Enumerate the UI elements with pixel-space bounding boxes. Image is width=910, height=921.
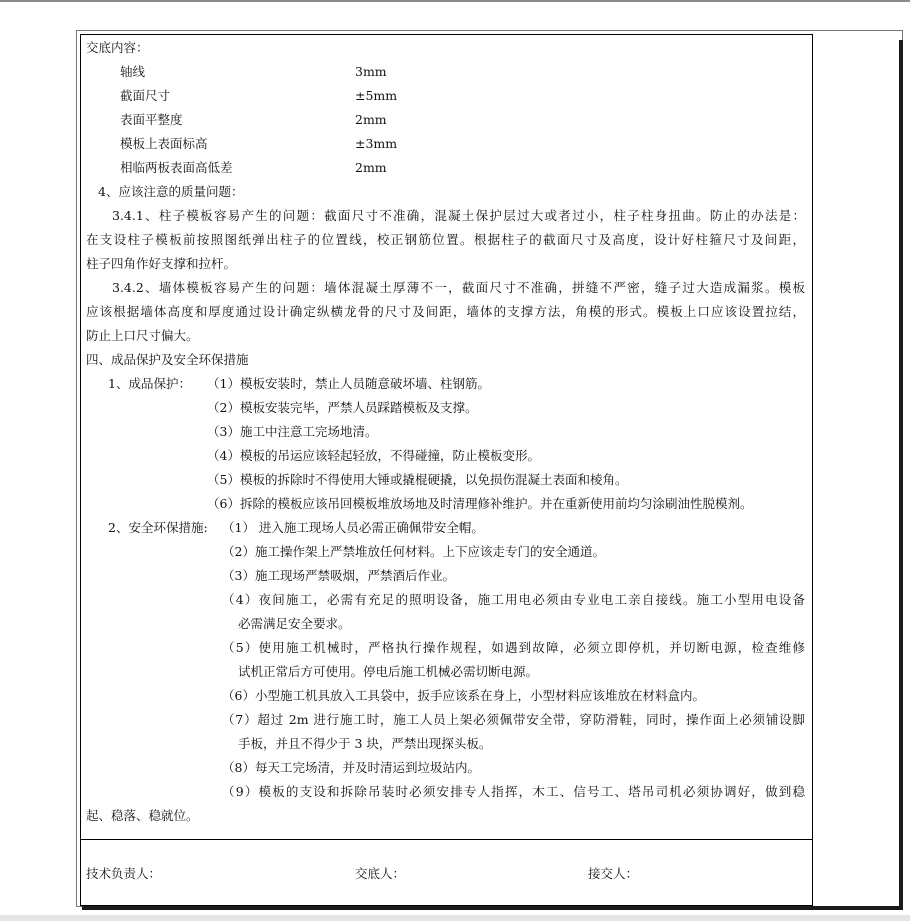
tolerance-value: 2mm [355,160,387,175]
paragraph-line: 柱子四角作好支撑和拉杆。 [86,256,237,271]
technical-lead-label: 技术负责人： [86,866,162,881]
tolerance-name: 模板上表面标高 [120,136,208,151]
tolerance-name: 表面平整度 [120,112,183,127]
safety-item-continued: 起、稳落、稳就位。 [86,808,199,823]
protection-item: （5）模板的拆除时不得使用大锤或撬棍硬撬，以免损伤混凝土表面和棱角。 [207,472,628,487]
protection-item: （4）模板的吊运应该轻起轻放，不得碰撞，防止模板变形。 [207,448,540,463]
safety-item: （3）施工现场严禁吸烟，严禁酒后作业。 [222,568,455,583]
paragraph-line: 防止上口尺寸偏大。 [86,328,199,343]
safety-item: （1） 进入施工现场人员必需正确佩带安全帽。 [222,520,484,535]
page-shadow-bottom [82,906,903,910]
protection-item: （3）施工中注意工完场地清。 [207,424,378,439]
protection-item: （6）拆除的模板应该吊回模板堆放场地及时清理修补维护。并在重新使用前均匀涂刷油性脱模剂。 [207,496,753,511]
protection-label: 1、成品保护： [108,376,191,391]
tolerance-value: ±5mm [355,88,398,103]
safety-item: （5）使用施工机械时，严格执行操作规程，如遇到故障，必须立即停机，并切断电源，检查维修 [222,640,805,655]
quality-heading: 4、应该注意的质量问题： [98,184,244,199]
protection-item: （1）模板安装时，禁止人员随意破坏墙、柱钢筋。 [207,376,490,391]
safety-item: （2）施工操作架上严禁堆放任何材料。上下应该走专门的安全通道。 [222,544,605,559]
safety-item: （9）模板的支设和拆除吊装时必须安排专人指挥，木工、信号工、塔吊司机必须协调好，做到稳 [222,784,805,799]
safety-item: （6）小型施工机具放入工具袋中，扳手应该系在身上，小型材料应该堆放在材料盒内。 [222,688,705,703]
safety-item-continued: 手板，并且不得少于 3 块，严禁出现探头板。 [238,736,492,751]
bottom-strip [0,915,910,921]
tolerance-value: ±3mm [355,136,398,151]
safety-label: 2、安全环保措施: [108,520,208,535]
protection-item: （2）模板安装完毕，严禁人员踩踏模板及支撑。 [207,400,478,415]
safety-item: （4）夜间施工，必需有充足的照明设备，施工用电必须由专业电工亲自接线。施工小型用电设备 [222,592,805,607]
paragraph-line: 3.4.2、墙体模板容易产生的问题：墙体混凝土厚薄不一，截面尺寸不准确，拼缝不严密，缝子过大造成漏浆。模板 [112,280,805,295]
paragraph-line: 3.4.1、柱子模板容易产生的问题：截面尺寸不准确，混凝土保护层过大或者过小，柱子柱身扭曲。防止的办法是： [112,208,805,223]
received-by-label: 接交人： [588,866,639,881]
paragraph-line: 在支设柱子模板前按照图纸弹出柱子的位置线，校正钢筋位置。根据柱子的截面尺寸及高度，设计好柱箍尺寸及间距， [86,232,805,247]
section-heading: 四、成品保护及安全环保措施 [86,352,249,367]
tolerance-value: 2mm [355,112,387,127]
paragraph-line: 应该根据墙体高度和厚度通过设计确定纵横龙骨的尺寸及间距，墙体的支撑方法，角模的形式。模板上口应该设置拉结， [86,304,805,319]
top-rule [0,0,910,2]
tolerance-name: 轴线 [120,64,146,79]
handover-by-label: 交底人： [355,866,406,881]
tolerance-name: 相临两板表面高低差 [120,160,233,175]
safety-item: （7）超过 2m 进行施工时，施工人员上架必须佩带安全带，穿防滑鞋，同时，操作面上必须铺设脚 [222,712,805,727]
safety-item: （8）每天工完场清，并及时清运到垃圾站内。 [222,760,480,775]
tolerance-value: 3mm [355,64,387,79]
tolerance-name: 截面尺寸 [120,88,171,103]
signature-divider [80,839,813,840]
page-shadow-right [899,40,903,910]
safety-item-continued: 试机正常后方可使用。停电后施工机械必需切断电源。 [238,664,539,679]
safety-item-continued: 必需满足安全要求。 [238,616,351,631]
intro-label: 交底内容： [86,40,149,55]
